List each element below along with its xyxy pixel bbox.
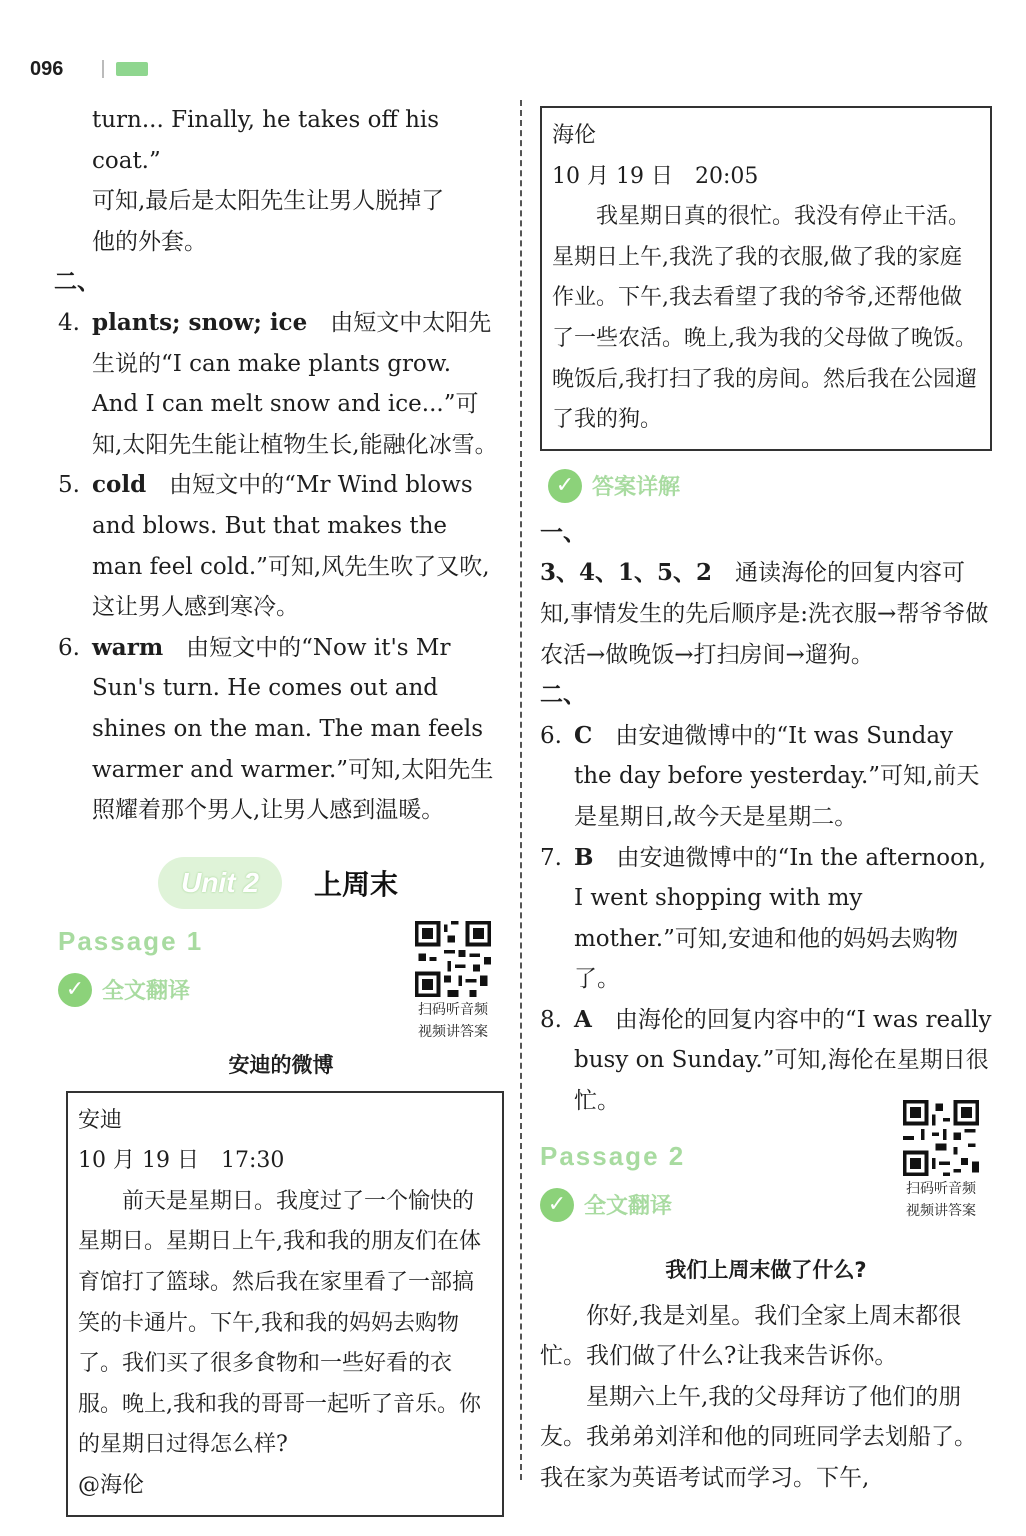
check-icon: ✓ [540,1188,574,1222]
intro-line: 他的外套。 [92,228,207,255]
answer-item [58,303,504,465]
section-heading: 二、 [540,681,586,709]
qr-caption: 视频讲答案 [418,1023,488,1040]
page-separator [102,60,104,78]
item-explanation: 由短文中的“Mr Wind blows and blows. But that makes the man feel cold.”可知,风先生吹了又吹,这让男人感到寒冷。 [92,472,490,621]
page-tag [116,62,148,76]
item-number: 4. [58,309,80,336]
answer-item [540,838,992,1000]
item-answer: B [574,843,594,871]
order-explanation: 通读海伦的回复内容可知,事情发生的先后顺序是:洗衣服→帮爷爷做农活→做晚饭→打扫房间→遛狗。 [540,560,989,668]
item-explanation: 由短文中太阳先生说的“I can make plants grow. And I can melt snow and ice...”可知,太阳先生能让植物生长,能融化冰雪。 [92,309,498,458]
section-heading: 二、 [54,268,100,296]
unit-badge: Unit 2 [158,857,282,909]
post-time: 10 月 19 日 17:30 [78,1148,285,1174]
intro-line: turn... Finally, he takes off his coat.” [92,107,440,174]
item-number: 7. [540,844,562,871]
answer-item [58,628,504,831]
post-body: 我星期日真的很忙。我没有停止干活。星期日上午,我洗了我的衣服,做了我的家庭作业。下午,我去看望了我的爷爷,还帮他做了一些农活。晚上,我为我的父母做了晚饭。晚饭后,我打扫了我的房间。然后我在公园遛了我的狗。 [552,204,977,433]
intro-line: 可知,最后是太阳先生让男人脱掉了 [92,188,445,215]
passage-header [58,921,504,1041]
qr-code-icon[interactable] [903,1100,979,1176]
order-answer [540,553,992,675]
explanation-label: 答案详解 [592,475,681,501]
article-paragraph: 星期六上午,我的父母拜访了他们的朋友。我弟弟刘洋和他的同班同学去划船了。我在家为英语考试而学习。下午, [540,1383,977,1492]
translation-label: 全文翻译 [584,1194,673,1220]
check-icon: ✓ [58,973,92,1007]
item-number: 5. [58,472,80,499]
section-heading: 一、 [540,518,586,546]
post-time: 10 月 19 日 20:05 [552,163,759,189]
passage-title: Passage 2 [540,1140,686,1171]
qr-caption: 扫码听音频 [906,1180,976,1197]
answer-item [540,716,992,838]
qr-block [896,1100,986,1220]
right-column [540,100,992,1499]
item-explanation: 由短文中的“Now it's Mr Sun's turn. He comes out and shines on the man. The man feels warmer and warmer.”可知,太阳先生照耀着那个男人,让男人感到温暖。 [92,634,494,824]
item-answer: warm [92,633,164,661]
item-answer: cold [92,471,147,499]
post-author: 安迪 [78,1107,123,1133]
qr-caption: 扫码听音频 [418,1001,488,1018]
item-answer: A [574,1005,592,1033]
unit-title: 上周末 [314,867,399,901]
column-divider [520,100,522,1480]
explanation-badge [548,469,992,503]
item-number: 6. [58,634,80,661]
qr-block [408,921,498,1041]
translation-label: 全文翻译 [102,979,191,1005]
item-answer: plants; snow; ice [92,308,308,336]
qr-caption: 视频讲答案 [906,1202,976,1219]
post-author: 海伦 [552,123,597,148]
item-number: 6. [540,722,562,749]
weibo-title: 安迪的微博 [228,1052,334,1077]
qr-code-icon[interactable] [415,921,491,997]
item-number: 8. [540,1006,562,1033]
article-paragraph: 你好,我是刘星。我们全家上周末都很忙。我们做了什么?让我来告诉你。 [540,1302,962,1370]
unit-header [58,849,504,921]
item-explanation: 由海伦的回复内容中的“I was really busy on Sunday.”可知,海伦在星期日很忙。 [574,1006,992,1115]
item-explanation: 由安迪微博中的“In the afternoon, I went shopping with my mother.”可知,安迪和他的妈妈去购物了。 [574,844,987,993]
article-title: 我们上周末做了什么? [665,1257,867,1282]
item-explanation: 由安迪微博中的“It was Sunday the day before yesterday.”可知,前天是星期日,故今天是星期二。 [574,722,980,830]
item-answer: C [574,721,593,749]
passage-title: Passage 1 [58,925,204,956]
post-body: 前天是星期日。我度过了一个愉快的星期日。星期日上午,我和我的朋友们在体育馆打了篮球。然后我在家里看了一部搞笑的卡通片。下午,我和我的妈妈去购物了。我们买了很多食物和一些好看的衣服。晚上,我和我的哥哥一起听了音乐。你的星期日过得怎么样? [78,1188,481,1458]
order-answer-value: 3、4、1、5、2 [540,559,713,587]
passage-header [540,1136,992,1246]
weibo-post-box [66,1091,504,1517]
reply-post-box [540,106,992,451]
post-mention: @海伦 [78,1473,145,1499]
answer-item [58,465,504,627]
left-column [54,100,504,1517]
check-icon: ✓ [548,469,582,503]
page-number: 096 [30,58,64,80]
